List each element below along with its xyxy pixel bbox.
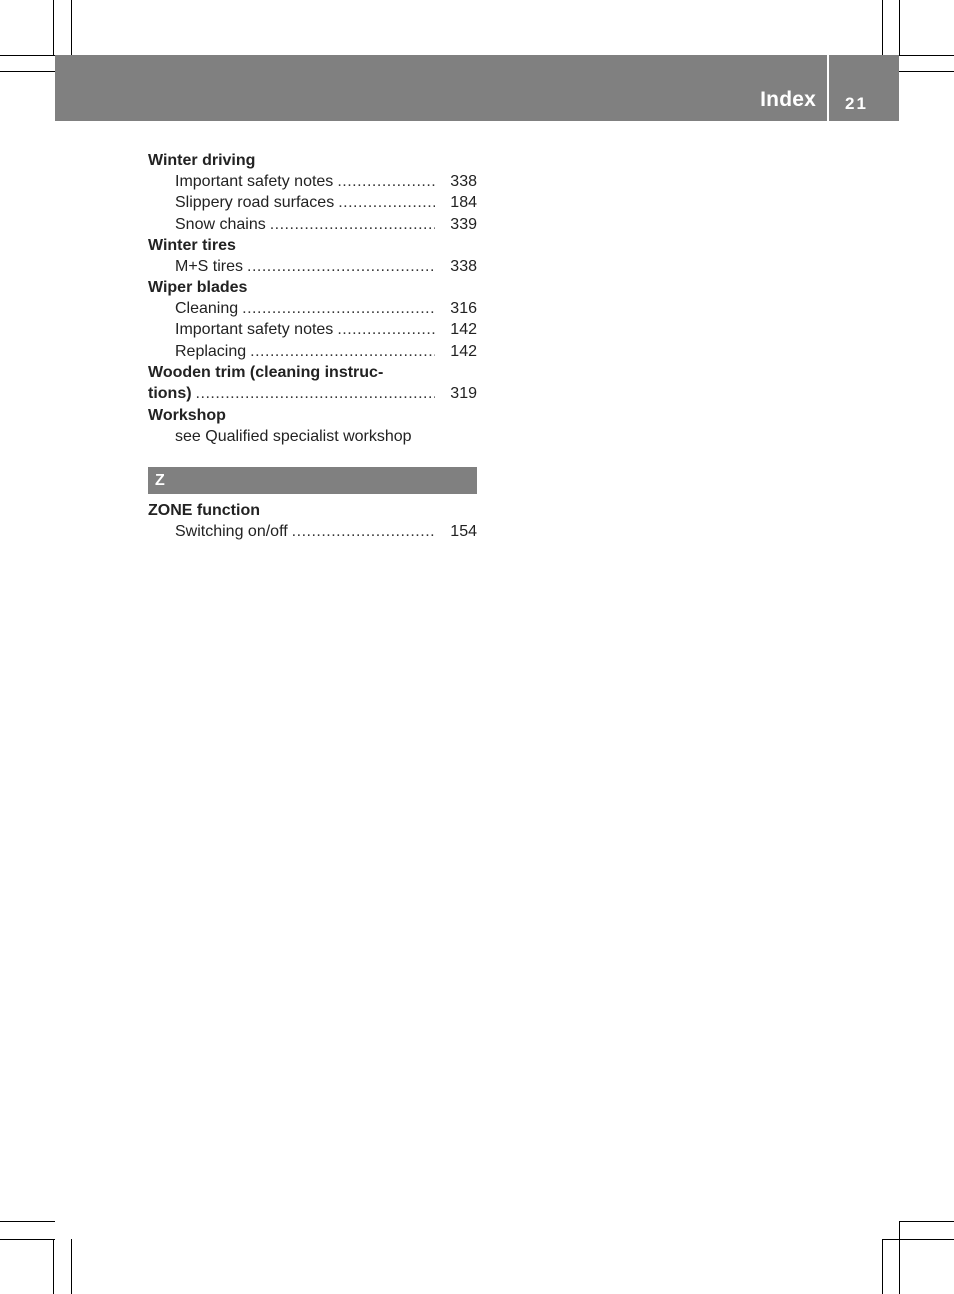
entry-heading: Workshop <box>148 407 226 425</box>
crop-mark <box>882 0 883 55</box>
entry-heading: ZONE function <box>148 502 260 520</box>
entry-page: 319 <box>450 385 477 403</box>
crop-mark <box>899 71 954 72</box>
crop-mark <box>882 1239 883 1294</box>
subentry-label: Replacing <box>175 342 247 360</box>
index-entry <box>148 235 477 277</box>
leader-dots <box>250 341 435 362</box>
entry-heading: Winter tires <box>148 236 236 254</box>
subentry-label: Important safety notes <box>175 321 334 339</box>
crop-mark <box>899 55 954 56</box>
crop-mark <box>53 0 54 55</box>
index-entry[interactable] <box>148 362 477 405</box>
subentry-label: Slippery road surfaces <box>175 194 335 212</box>
index-entry <box>148 405 477 447</box>
crop-mark <box>882 1239 954 1240</box>
index-subentry[interactable] <box>148 341 477 362</box>
leader-dots <box>337 319 435 340</box>
subentry-page: 339 <box>450 215 477 233</box>
subentry-page: 316 <box>450 300 477 318</box>
crop-mark <box>71 0 72 55</box>
crop-mark <box>0 55 55 56</box>
index-subentry[interactable] <box>148 256 477 277</box>
leader-dots <box>196 383 435 405</box>
page-title: Index <box>760 88 816 111</box>
crop-mark <box>899 1221 954 1222</box>
subentry-label: Cleaning <box>175 300 239 318</box>
subentry-label: Switching on/off <box>175 523 288 541</box>
crop-mark <box>71 1239 72 1294</box>
page-number: 21 <box>845 94 868 113</box>
leader-dots <box>337 171 435 192</box>
see-reference[interactable]: see Qualified specialist workshop <box>175 428 412 446</box>
leader-dots <box>338 192 435 213</box>
section-letter-bar: Z <box>148 467 477 494</box>
subentry-page: 142 <box>450 342 477 360</box>
leader-dots <box>292 521 435 542</box>
subentry-page: 184 <box>450 194 477 212</box>
index-subentry[interactable] <box>148 192 477 213</box>
index-subentry[interactable] <box>148 214 477 235</box>
subentry-label: Important safety notes <box>175 173 334 190</box>
leader-dots <box>247 256 435 277</box>
subentry-page: 142 <box>450 321 477 339</box>
index-subentry[interactable] <box>148 319 477 340</box>
index-entry <box>148 150 477 235</box>
subentry-page: 338 <box>450 257 477 275</box>
crop-mark <box>0 1239 55 1240</box>
crop-mark <box>0 1221 55 1222</box>
crop-mark <box>899 0 900 55</box>
leader-dots <box>270 214 435 235</box>
header-divider <box>827 55 829 121</box>
crop-mark <box>53 1239 54 1294</box>
subentry-page: 338 <box>450 173 477 190</box>
leader-dots <box>242 298 435 319</box>
subentry-label: Snow chains <box>175 215 266 233</box>
index-subentry[interactable] <box>148 171 477 192</box>
index-subentry[interactable] <box>148 298 477 319</box>
entry-heading-tail: tions) <box>148 385 192 403</box>
entry-heading: Wooden trim (cleaning instruc- <box>148 364 384 382</box>
subentry-page: 154 <box>450 523 477 541</box>
index-column <box>148 150 477 543</box>
entry-heading-continued <box>148 383 477 405</box>
entry-heading: Winter driving <box>148 152 256 169</box>
entry-heading: Wiper blades <box>148 279 248 297</box>
index-subentry[interactable] <box>148 521 477 542</box>
index-entry <box>148 277 477 362</box>
subentry-label: M+S tires <box>175 257 244 275</box>
crop-mark <box>0 71 55 72</box>
index-entry <box>148 500 477 542</box>
crop-mark <box>899 1221 900 1294</box>
